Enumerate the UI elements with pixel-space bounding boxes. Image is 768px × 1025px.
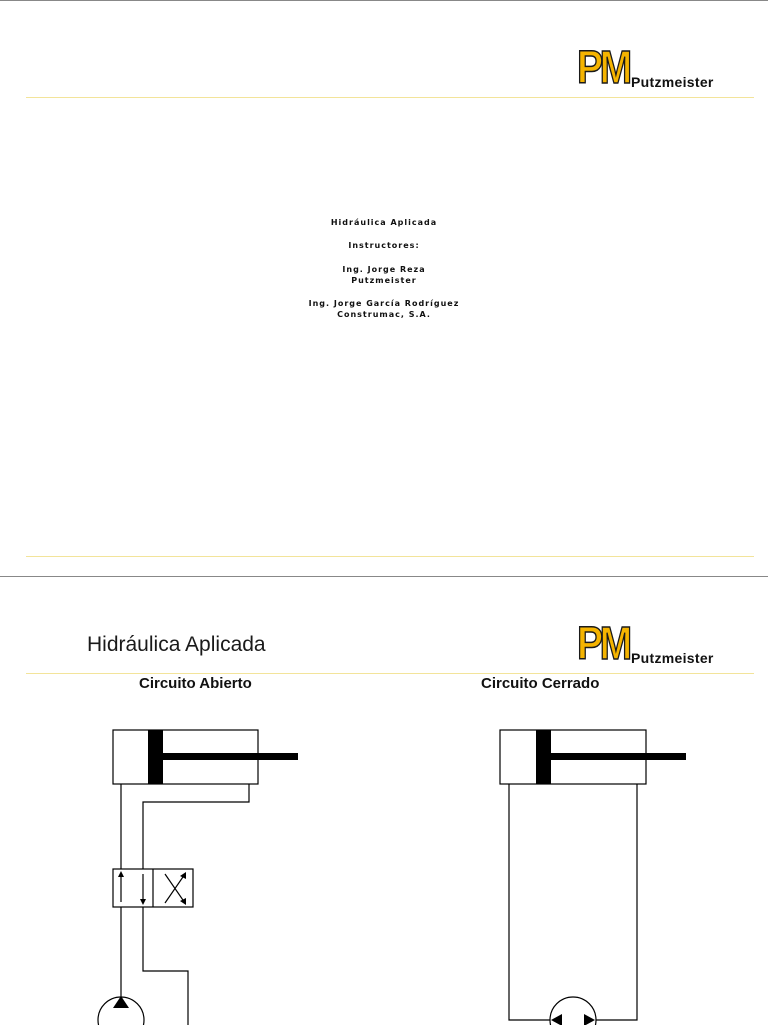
logo-mark: PM bbox=[577, 41, 629, 93]
cover-title: Hidráulica Aplicada bbox=[330, 218, 438, 227]
open-circuit-diagram bbox=[98, 730, 298, 1025]
open-piston-rod bbox=[163, 753, 298, 760]
closed-circuit-diagram bbox=[500, 730, 686, 1025]
closed-circuit-heading: Circuito Cerrado bbox=[481, 675, 600, 692]
footer-rule bbox=[26, 556, 754, 557]
instructor-1-name: Ing. Jorge Reza bbox=[342, 265, 426, 274]
hydraulic-diagrams bbox=[0, 577, 768, 1025]
open-line-b bbox=[143, 784, 249, 869]
logo-wordmark: Putzmeister bbox=[631, 74, 714, 90]
closed-piston bbox=[536, 730, 551, 784]
logo-wordmark: Putzmeister bbox=[631, 650, 714, 666]
logo-mark: PM bbox=[577, 617, 629, 669]
closed-line-a bbox=[509, 784, 550, 1020]
putzmeister-logo bbox=[577, 41, 762, 97]
instructors-label: Instructores: bbox=[348, 241, 420, 250]
open-circuit-heading: Circuito Abierto bbox=[139, 675, 252, 692]
instructor-2-org: Construmac, S.A. bbox=[337, 310, 431, 319]
instructor-2-name: Ing. Jorge García Rodríguez bbox=[308, 299, 460, 308]
open-return-line bbox=[143, 907, 188, 1025]
header-rule bbox=[26, 97, 754, 98]
instructor-1-org: Putzmeister bbox=[351, 276, 417, 285]
closed-piston-rod bbox=[551, 753, 686, 760]
slide-title: Hidráulica Aplicada bbox=[87, 633, 266, 656]
closed-line-b bbox=[596, 784, 637, 1020]
open-piston bbox=[148, 730, 163, 784]
slide-2 bbox=[0, 576, 768, 1025]
